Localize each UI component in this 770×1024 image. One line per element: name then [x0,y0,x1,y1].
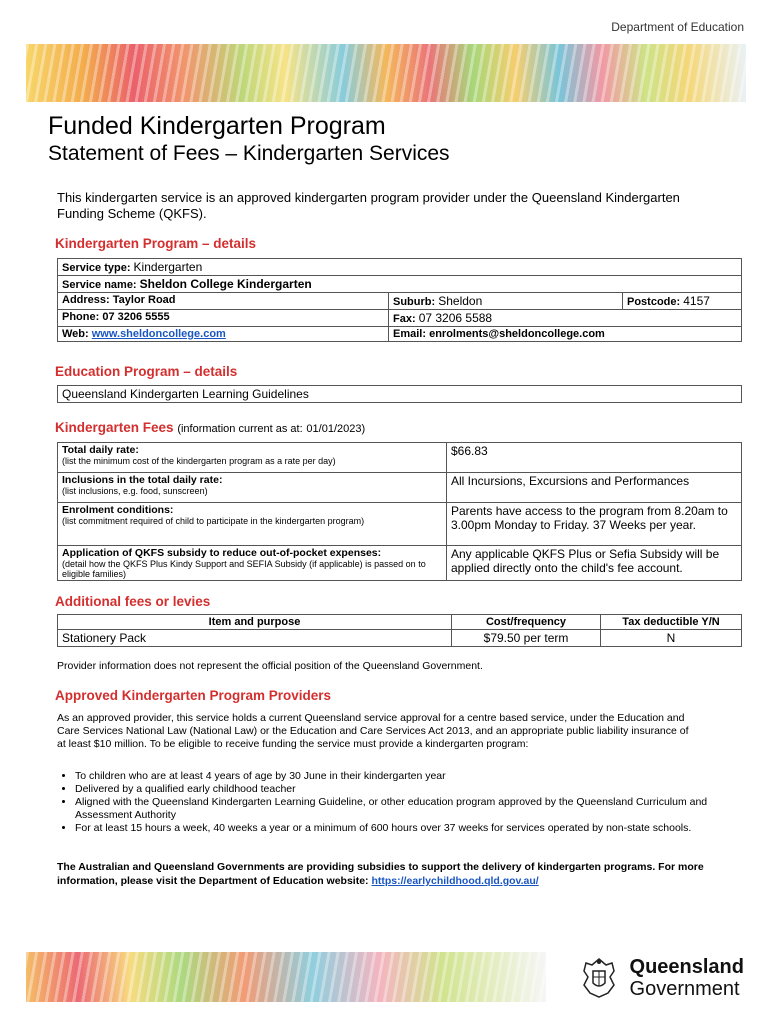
fees-heading-text: Kindergarten Fees [55,420,174,435]
postcode-value: 4157 [683,294,710,308]
postcode-label: Postcode: [627,296,681,308]
intro-text: This kindergarten service is an approved kindergarten program provider under the Queensland Kindergarten Funding Scheme (QKFS). [57,190,680,221]
suburb-value: Sheldon [438,294,483,308]
education-program-heading: Education Program – details [55,364,238,379]
page-subtitle: Statement of Fees – Kindergarten Services [48,142,450,165]
col-item: Item and purpose [58,615,452,630]
subsidy-statement-text: The Australian and Queensland Governments are providing subsidies to support the delivery of kindergarten programs. For more information, please visit the Department of Education website: [57,861,704,887]
fees-current-prefix: (information current as at: [177,423,303,435]
service-name-value: Sheldon College Kindergarten [139,277,312,291]
service-type-label: Service type: [62,262,131,274]
logo-line-1: Queensland [629,956,744,978]
additional-fees-table [57,614,742,647]
fee-label: Total daily rate: [62,444,139,456]
fee-row [58,546,742,581]
web-cell [58,327,389,342]
service-type-value: Kindergarten [133,260,203,274]
cost-cell: $79.50 per term [452,630,601,647]
fax-label: Fax: [393,313,416,325]
fee-hint: (list commitment required of child to participate in the kindergarten program) [62,516,365,526]
requirements-list [57,770,715,835]
phone-label: Phone: [62,311,100,323]
list-item: • To children who are at least 4 years of age by 30 June in their kindergarten year [75,770,715,783]
phone-value: 07 3206 5555 [102,311,170,323]
queensland-government-logo [576,955,744,1001]
fees-heading [55,420,365,435]
email-value: enrolments@sheldoncollege.com [429,328,605,340]
education-website-link[interactable]: https://earlychildhood.qld.gov.au/ [371,875,539,887]
tax-cell: N [601,630,742,647]
table-row [58,630,742,647]
education-program-value: Queensland Kindergarten Learning Guidelines [58,386,742,403]
fee-hint: (list inclusions, e.g. food, sunscreen) [62,486,208,496]
service-name-row [58,276,742,293]
list-item: • Delivered by a qualified early childhood teacher [75,783,715,796]
fax-cell [389,310,742,327]
fee-label-cell [58,473,447,503]
fee-label: Application of QKFS subsidy to reduce out-of-pocket expenses: [62,547,382,559]
department-name: Department of Education [611,20,744,34]
crest-icon [576,955,622,1001]
fee-value: Any applicable QKFS Plus or Sefia Subsidy will be applied directly onto the child's fee account. [447,546,742,581]
list-item: • Aligned with the Queensland Kindergarten Learning Guideline, or other education program approved by the Queensland Curriculum and Assessment Authority [75,796,715,822]
providers-heading: Approved Kindergarten Program Providers [55,688,332,703]
col-cost: Cost/frequency [452,615,601,630]
program-details-heading: Kindergarten Program – details [55,236,257,251]
email-cell [389,327,742,342]
service-name-label: Service name: [62,279,137,291]
fee-label-cell [58,443,447,473]
postcode-cell [623,293,742,310]
fee-value: Parents have access to the program from 8.20am to 3.00pm Monday to Friday. 37 Weeks per year. [447,503,742,546]
fee-row [58,503,742,546]
fee-label-cell [58,503,447,546]
fee-row [58,473,742,503]
web-link[interactable]: www.sheldoncollege.com [91,328,226,340]
fees-table [57,442,742,581]
disclaimer-note: Provider information does not represent the official position of the Queensland Government. [57,660,483,672]
fee-row [58,443,742,473]
fee-hint: (list the minimum cost of the kindergarten program as a rate per day) [62,456,336,466]
logo-line-2: Government [629,978,740,1000]
page-title: Funded Kindergarten Program [48,112,386,140]
service-type-row [58,259,742,276]
phone-cell [58,310,389,327]
header-banner [26,44,746,102]
fax-value: 07 3206 5588 [418,311,493,325]
col-tax: Tax deductible Y/N [601,615,742,630]
suburb-cell [389,293,623,310]
footer-banner [26,952,546,1002]
item-cell: Stationery Pack [58,630,452,647]
fee-label: Enrolment conditions: [62,504,174,516]
web-label: Web: [62,328,89,340]
providers-paragraph: As an approved provider, this service holds a current Queensland service approval for a centre based service, under the Education and Care Services National Law (National Law) or the Education and Care Services Act 2013, and an appropriate public liability insurance of at least $10 million. To be eligible to receive funding the service must provide a kindergarten program: [57,712,689,750]
fee-value: $66.83 [447,443,742,473]
fee-hint: (detail how the QKFS Plus Kindy Support and SEFIA Subsidy (if applicable) is passed on to eligible families) [62,559,426,579]
fee-value: All Incursions, Excursions and Performances [447,473,742,503]
subsidy-statement [57,860,717,888]
address-cell [58,293,389,310]
program-details-table [57,258,742,342]
education-program-table [57,385,742,403]
suburb-label: Suburb: [393,296,436,308]
fee-label: Inclusions in the total daily rate: [62,474,223,486]
list-item: • For at least 15 hours a week, 40 weeks a year or a minimum of 600 hours over 37 weeks for services operated by non-state schools. [75,822,715,835]
fee-label-cell [58,546,447,581]
address-value: Taylor Road [112,294,176,306]
email-label: Email: [393,328,427,340]
fees-current-date: 01/01/2023 [306,423,362,435]
additional-fees-heading: Additional fees or levies [55,594,211,609]
fees-current-suffix: ) [361,423,366,435]
address-label: Address: [62,294,110,306]
